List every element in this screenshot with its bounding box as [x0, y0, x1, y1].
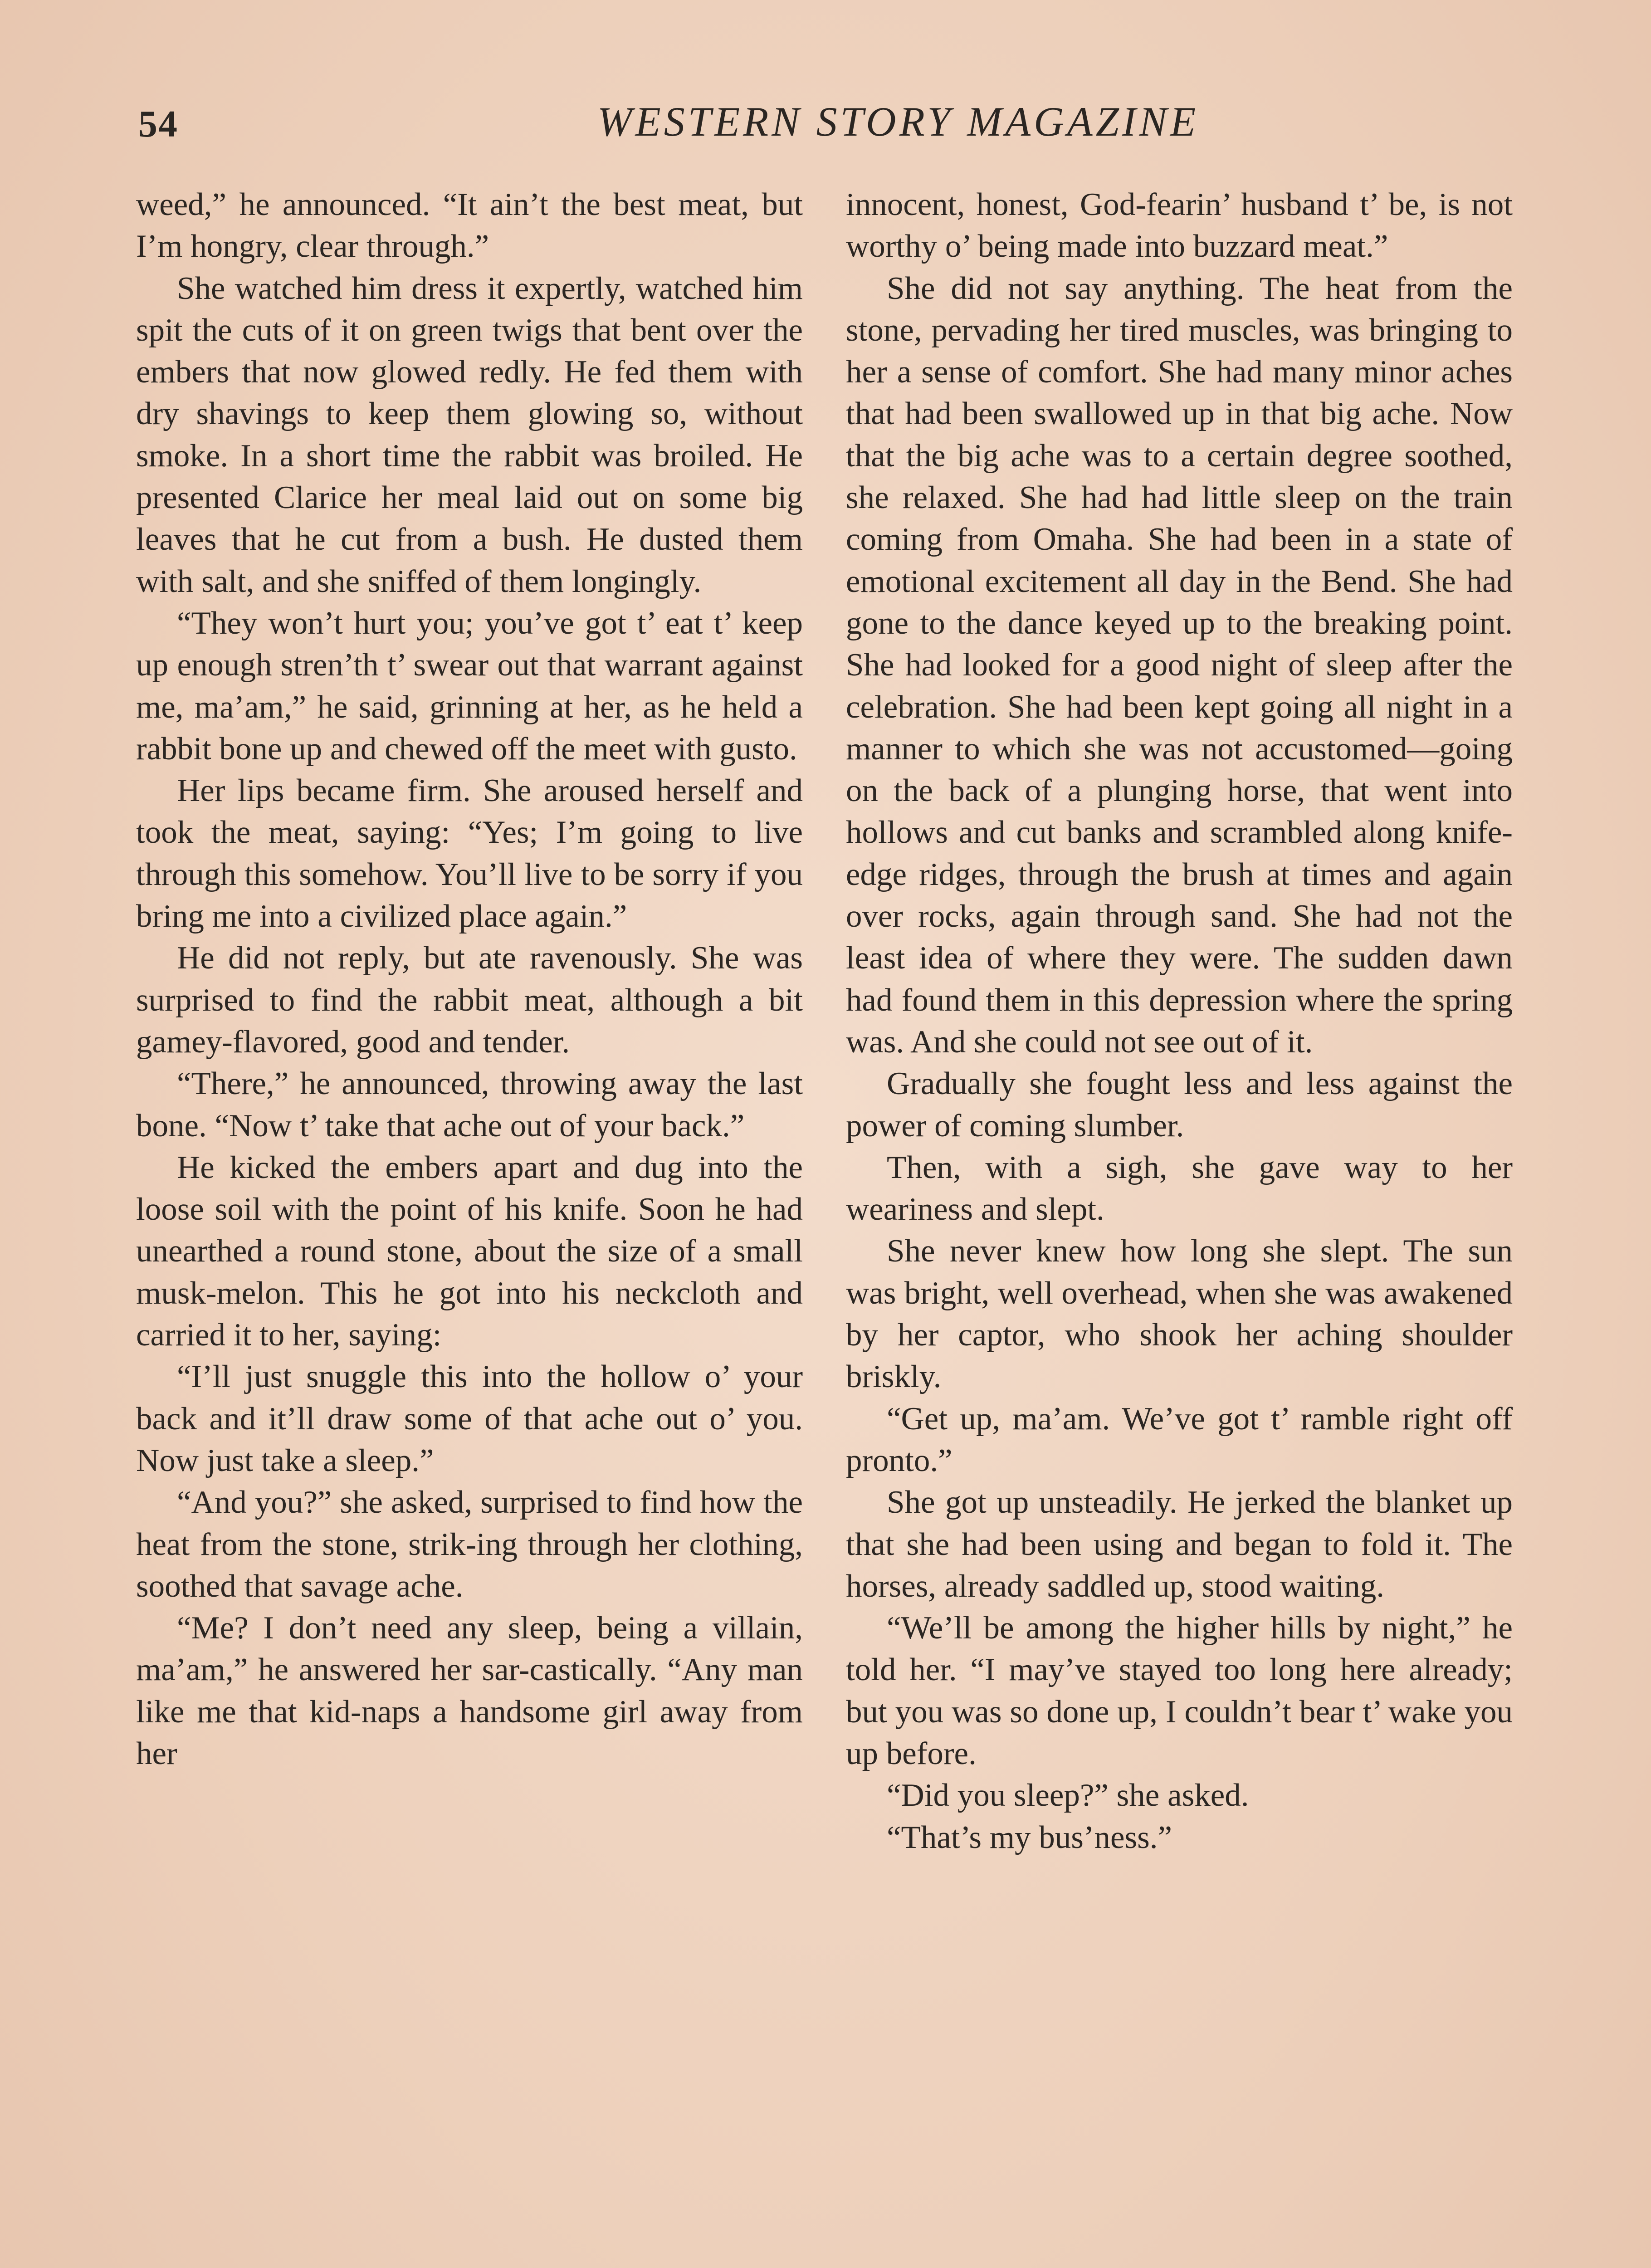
paragraph: “There,” he announced, throwing away the last bone. “Now t’ take that ache out of your back.” [136, 1066, 803, 1144]
paragraph: “I’ll just snuggle this into the hollow o’ your back and it’ll draw some of that ache out o’ you. Now just take a sleep.” [136, 1359, 803, 1478]
paragraph: He kicked the embers apart and dug into the loose soil with the point of his knife. Soon he had unearthed a round stone, about the size of a small musk-melon. This he got into his neckcloth and carried it to her, saying: [136, 1149, 803, 1353]
paragraph: She watched him dress it expertly, watched him spit the cuts of it on green twigs that bent over the embers that now glowed redly. He fed them with dry shavings to keep them glowing so, without smoke. In a short time the rabbit was broiled. He presented Clarice her meal laid out on some big leaves that he cut from a bush. He dusted them with salt, and she sniffed of them longingly. [136, 270, 803, 599]
paragraph: “Did you sleep?” she asked. [887, 1778, 1249, 1813]
paragraph: She never knew how long she slept. The sun was bright, well overhead, when she was awakened by her captor, who shook her aching shoulder briskly. [846, 1233, 1513, 1395]
paragraph: Then, with a sigh, she gave way to her weariness and slept. [846, 1149, 1513, 1227]
paragraph: innocent, honest, God-fearin’ husband t’ be, is not worthy o’ being made into buzzard meat.” [846, 187, 1513, 264]
paragraph: He did not reply, but ate ravenously. She was surprised to find the rabbit meat, although a bit gamey-flavored, good and tender. [136, 940, 803, 1060]
right-column [846, 184, 1513, 1858]
paragraph: Her lips became firm. She aroused herself and took the meat, saying: “Yes; I’m going to live through this somehow. You’ll live to be sorry if you bring me into a civilized place again.” [136, 773, 803, 934]
paragraph: “We’ll be among the higher hills by night,” he told her. “I may’ve stayed too long here already; but you was so done up, I couldn’t bear t’ wake you up before. [846, 1610, 1513, 1771]
paragraph: weed,” he announced. “It ain’t the best meat, but I’m hongry, clear through.” [136, 187, 803, 264]
paragraph: “Get up, ma’am. We’ve got t’ ramble right off pronto.” [846, 1401, 1513, 1478]
left-column [136, 184, 803, 1774]
paragraph: She got up unsteadily. He jerked the blanket up that she had been using and began to fold it. The horses, already saddled up, stood waiting. [846, 1485, 1513, 1604]
magazine-title: WESTERN STORY MAGAZINE [597, 98, 1199, 145]
paragraph: “Me? I don’t need any sleep, being a villain, ma’am,” he answered her sar-castically. “Any man like me that kid-naps a handsome girl away from her [136, 1610, 803, 1771]
paragraph: “And you?” she asked, surprised to find how the heat from the stone, strik-ing through her clothing, soothed that savage ache. [136, 1485, 803, 1604]
page-number: 54 [138, 103, 178, 145]
paragraph: She did not say anything. The heat from the stone, pervading her tired muscles, was bringing to her a sense of comfort. She had many minor aches that had been swallowed up in that big ache. Now that the big ache was to a certain degree soothed, she relaxed. She had had little sleep on the train coming from Omaha. She had been in a state of emotional excitement all day in the Bend. She had gone to the dance keyed up to the breaking point. She had looked for a good night of sleep after the celebration. She had been kept going all night in a manner to which she was not accustomed—going on the back of a plunging horse, that went into hollows and cut banks and scrambled along knife-edge ridges, through the brush at times and again over rocks, again through sand. She had not the least idea of where they were. The sudden dawn had found them in this depression where the spring was. And she could not see out of it. [846, 270, 1513, 1060]
paragraph: Gradually she fought less and less against the power of coming slumber. [846, 1066, 1513, 1144]
paragraph: “They won’t hurt you; you’ve got t’ eat t’ keep up enough stren’th t’ swear out that warrant against me, ma’am,” he said, grinning at her, as he held a rabbit bone up and chewed off the meet with gusto. [136, 605, 803, 767]
paragraph: “That’s my bus’ness.” [887, 1819, 1172, 1855]
page-header [136, 98, 1515, 147]
